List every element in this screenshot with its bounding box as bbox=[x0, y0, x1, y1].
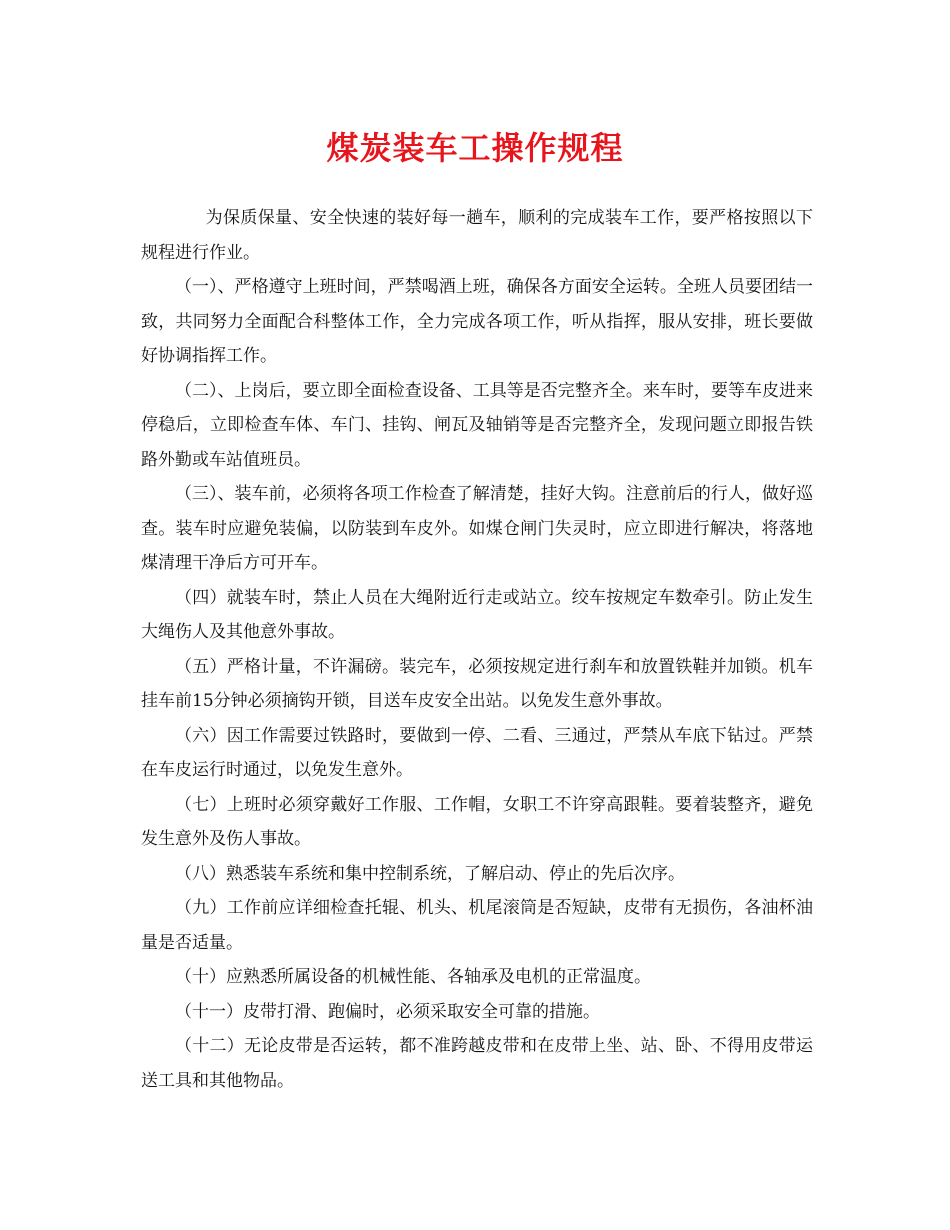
paragraph-rule-5: （五）严格计量，不许漏磅。装完车，必须按规定进行刹车和放置铁鞋并加锁。机车挂车前15分钟必须摘钩开锁，目送车皮安全出站。以免发生意外事故。 bbox=[141, 656, 813, 711]
paragraph-rule-4: （四）就装车时，禁止人员在大绳附近行走或站立。绞车按规定车数牵引。防止发生大绳伤人及其他意外事故。 bbox=[141, 587, 813, 642]
paragraph-rule-2: （二）、上岗后，要立即全面检查设备、工具等是否完整齐全。来车时，要等车皮进来停稳后，立即检查车体、车门、挂钩、闸瓦及轴销等是否完整齐全，发现问题立即报告铁路外勤或车站值班员。 bbox=[141, 380, 813, 470]
paragraph-rule-7: （七）上班时必须穿戴好工作服、工作帽，女职工不许穿高跟鞋。要着装整齐，避免发生意外及伤人事故。 bbox=[141, 794, 813, 849]
paragraph-rule-11: （十一）皮带打滑、跑偏时，必须采取安全可靠的措施。 bbox=[175, 1001, 600, 1022]
paragraph-intro: 为保质保量、安全快速的装好每一趟车，顺利的完成装车工作，要严格按照以下规程进行作业。 bbox=[141, 208, 813, 263]
document-title: 煤炭装车工操作规程 bbox=[326, 129, 624, 167]
paragraph-rule-3: （三）、装车前，必须将各项工作检查了解清楚，挂好大钩。注意前后的行人，做好巡查。装车时应避免装偏，以防装到车皮外。如煤仓闸门失灵时，应立即进行解决，将落地煤清理干净后方可开车。 bbox=[141, 484, 813, 573]
document-body bbox=[141, 201, 813, 1098]
paragraph-rule-1: （一）、严格遵守上班时间，严禁喝酒上班，确保各方面安全运转。全班人员要团结一致，共同努力全面配合科整体工作，全力完成各项工作，听从指挥，服从安排，班长要做好协调指挥工作。 bbox=[141, 277, 813, 366]
paragraph-rule-6: （六）因工作需要过铁路时，要做到一停、二看、三通过，严禁从车底下钻过。严禁在车皮运行时通过，以免发生意外。 bbox=[141, 725, 813, 780]
paragraph-rule-10: （十）应熟悉所属设备的机械性能、各轴承及电机的正常温度。 bbox=[175, 967, 651, 987]
paragraph-rule-8: （八）熟悉装车系统和集中控制系统，了解启动、停止的先后次序。 bbox=[175, 863, 685, 884]
paragraph-rule-12: （十二）无论皮带是否运转，都不准跨越皮带和在皮带上坐、站、卧、不得用皮带运送工具和其他物品。 bbox=[141, 1036, 813, 1091]
paragraph-rule-9: （九）工作前应详细检查托辊、机头、机尾滚筒是否短缺，皮带有无损伤，各油杯油量是否适量。 bbox=[141, 898, 813, 953]
